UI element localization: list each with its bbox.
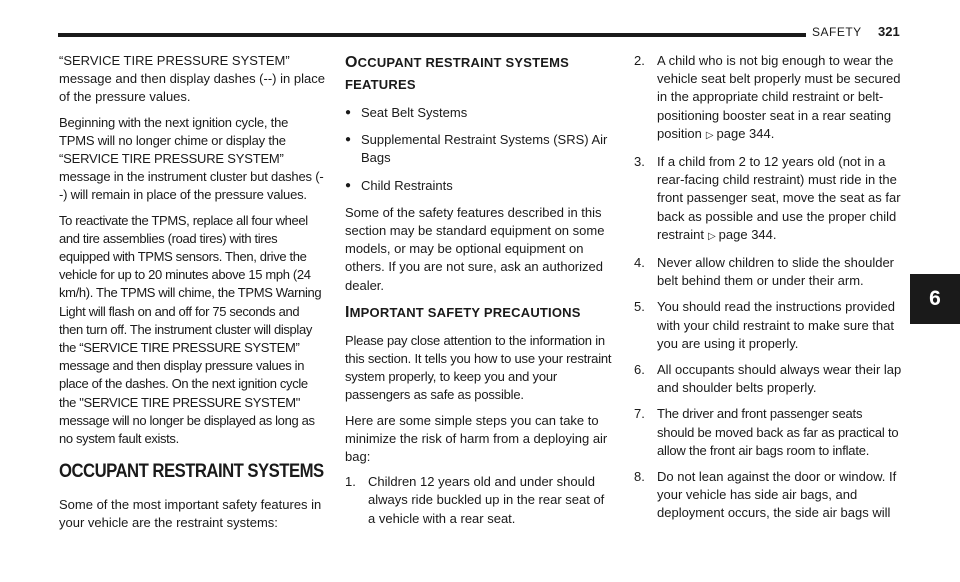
item-number: 4.: [634, 255, 645, 271]
feature-list: [345, 104, 615, 195]
paragraph: Here are some simple steps you can take to minimize the risk of harm from a deploying air bag:: [345, 412, 608, 465]
page-number: 321: [878, 24, 900, 39]
column-right: [634, 52, 902, 531]
item-text: Never allow children to slide the shoulder belt behind them or under their arm.: [657, 255, 895, 289]
triangle-right-icon: ▷: [707, 230, 716, 242]
list-item: ● Supplemental Restraint Systems (SRS) Air Bags: [345, 131, 615, 167]
chapter-tab: 6: [910, 274, 960, 324]
item-text: Children 12 years old and under should always ride buckled up in the rear seat of a vehicle with a rear seat.: [368, 474, 605, 526]
item-text: A child who is not big enough to wear the vehicle seat belt properly must be secured in the appropriate child restraint or belt-positioning booster seat in a rear seating position: [657, 53, 901, 141]
list-item: ● Child Restraints: [345, 177, 615, 195]
triangle-right-icon: ▷: [705, 129, 714, 141]
list-item: [634, 361, 902, 397]
section-title: SAFETY: [812, 25, 862, 39]
column-middle: [345, 52, 615, 536]
item-number: 8.: [634, 469, 645, 485]
paragraph: To reactivate the TPMS, replace all four wheel and tire assemblies (road tires) with tires equipped with TPMS sensors. Then, drive the vehicle for up to 20 minutes above 15 mph (24 km/h). The TPMS will chime, the TPMS Warning Light will flash on and off for 75 seconds and then turn off. The instrument cluster will display the “SERVICE TIRE PRESSURE SYSTEM” message and then display pressure values in place of the dashes. On the next ignition cycle the "SERVICE TIRE PRESSURE SYSTEM" message will no longer be displayed as long as no system fault exists.: [59, 212, 322, 447]
item-number: 7.: [634, 406, 645, 422]
item-text: All occupants should always wear their lap and shoulder belts properly.: [657, 362, 902, 396]
column-left: [59, 52, 325, 540]
item-number: 5.: [634, 299, 645, 315]
paragraph: Beginning with the next ignition cycle, the TPMS will no longer chime or display the “SERVICE TIRE PRESSURE SYSTEM” message in the instrument cluster but dashes (--) will remain in place of the pressure values.: [59, 114, 324, 203]
header-rule: [58, 33, 806, 37]
subsection-heading: IMPORTANT SAFETY PRECAUTIONS: [345, 303, 581, 321]
item-number: 6.: [634, 362, 645, 378]
paragraph: “SERVICE TIRE PRESSURE SYSTEM” message and then display dashes (--) in place of the pressure values.: [59, 53, 325, 105]
step-list: [634, 52, 902, 523]
list-item: [634, 254, 902, 290]
paragraph: Some of the most important safety features in your vehicle are the restraint systems:: [59, 497, 322, 531]
list-item: [634, 405, 902, 460]
list-item: [345, 473, 615, 528]
item-text: You should read the instructions provided with your child restraint to make sure that you are using it properly.: [657, 299, 896, 351]
list-item: [634, 298, 902, 353]
item-number: 1.: [345, 474, 356, 490]
page-reference-link[interactable]: page 344.: [718, 226, 777, 242]
list-item: [634, 52, 902, 145]
paragraph: Some of the safety features described in this section may be standard equipment on some models, or may be optional equipment on others. If you are not sure, ask an authorized dealer.: [345, 204, 605, 293]
section-heading: OCCUPANT RESTRAINT SYSTEMS: [59, 461, 324, 483]
list-item: ● Seat Belt Systems: [345, 104, 615, 122]
item-text: If a child from 2 to 12 years old (not in a rear-facing child restraint) must ride in the front passenger seat, move the seat as far back as possible and use the proper child restraint: [657, 154, 901, 242]
item-number: 2.: [634, 53, 645, 68]
paragraph: Please pay close attention to the information in this section. It tells you how to use your restraint system properly, to keep you and your passengers as safe as possible.: [345, 332, 612, 403]
page-reference-link[interactable]: page 344.: [716, 125, 775, 141]
list-item: [634, 468, 902, 523]
list-item: [634, 153, 902, 246]
item-number: 3.: [634, 154, 645, 170]
item-text: Do not lean against the door or window. If your vehicle has side air bags, and deployment occurs, the side air bags will: [657, 469, 897, 521]
step-list: [345, 473, 615, 528]
item-text: The driver and front passenger seats should be moved back as far as practical to allow the front air bags room to inflate.: [657, 406, 899, 458]
subsection-heading: OCCUPANT RESTRAINT SYSTEMS FEATURES: [345, 54, 569, 92]
